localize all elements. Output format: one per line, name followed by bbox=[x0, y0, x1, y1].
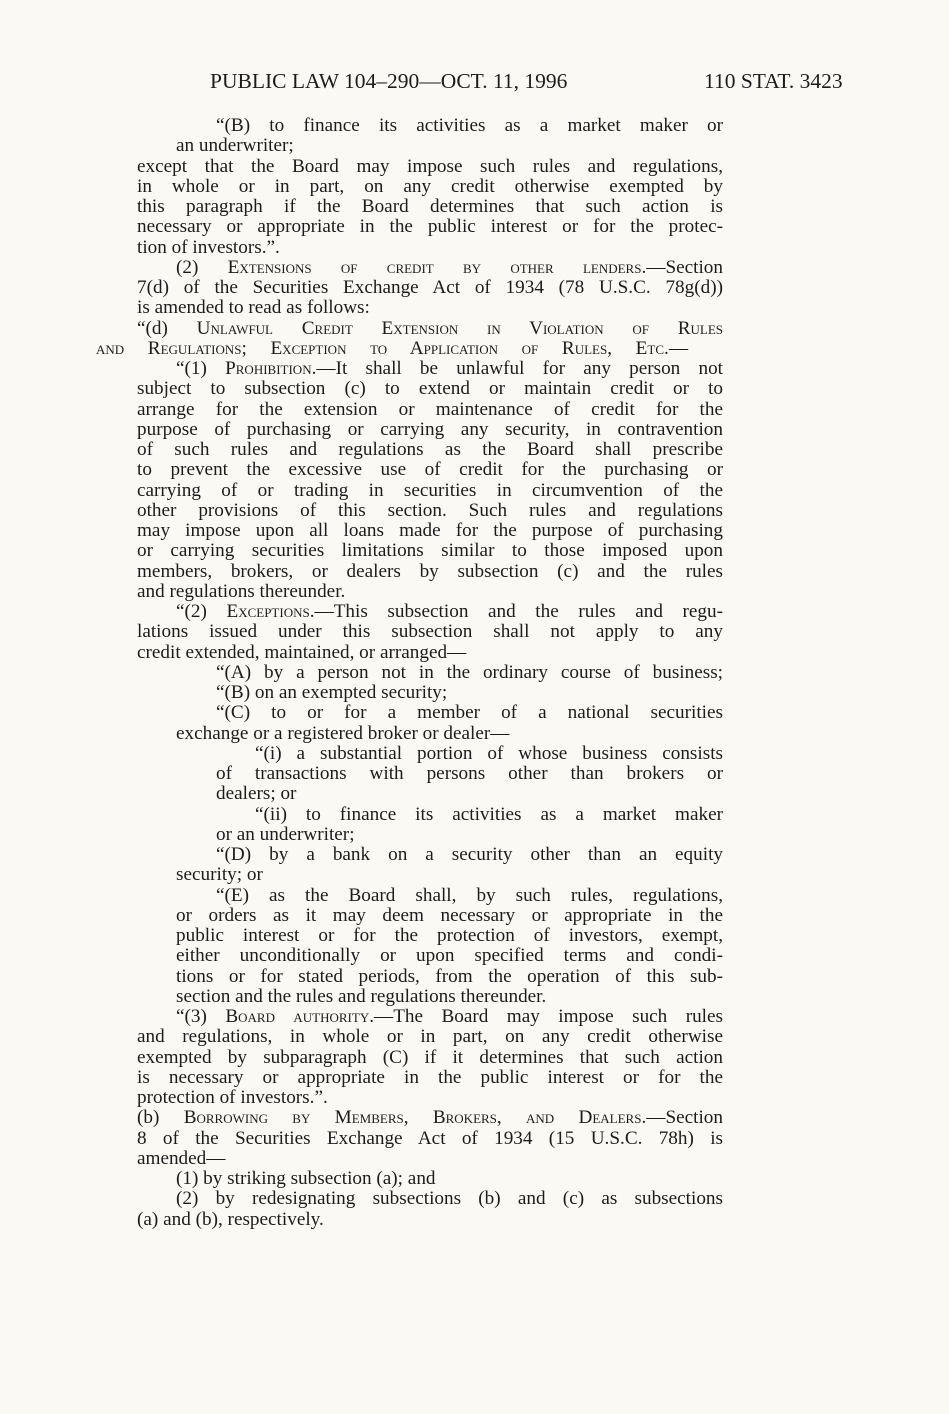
line-text: or carrying securities limitations similar to those imposed upon bbox=[137, 540, 723, 562]
text-line bbox=[137, 157, 723, 177]
text-line bbox=[176, 906, 723, 926]
text-line bbox=[216, 116, 723, 136]
text-line bbox=[176, 865, 949, 885]
line-text: arrange for the extension or maintenance of credit for the bbox=[137, 398, 723, 420]
text-line bbox=[137, 562, 723, 582]
text-line bbox=[216, 845, 723, 865]
line-text: (1) by striking subsection (a); and bbox=[176, 1168, 436, 1189]
line-text: tions or for stated periods, from the operation of this sub- bbox=[176, 965, 723, 987]
text-line bbox=[176, 946, 723, 966]
text-line bbox=[137, 460, 723, 480]
text-line bbox=[176, 926, 723, 946]
text-line bbox=[176, 724, 949, 744]
line-text: of transactions with persons other than brokers or bbox=[216, 763, 723, 784]
line-text: is necessary or appropriate in the public interest or for the bbox=[137, 1066, 723, 1088]
line-text: in whole or in part, on any credit otherwise exempted by bbox=[137, 175, 723, 197]
line-text: except that the Board may impose such rules and regulations, bbox=[137, 155, 723, 177]
text-line bbox=[137, 278, 723, 298]
line-text: dealers; or bbox=[216, 783, 297, 805]
line-text: of such rules and regulations as the Board shall prescribe bbox=[137, 439, 723, 460]
section-heading: Exceptions. bbox=[226, 601, 315, 622]
line-text: —The Board may impose such rules bbox=[374, 1006, 723, 1027]
text-line bbox=[137, 1149, 949, 1169]
line-text: —Section bbox=[646, 256, 723, 278]
line-text: —This subsection and the rules and regu- bbox=[314, 601, 723, 622]
line-text: “(D) by a bank on a security other than an equity bbox=[216, 844, 723, 865]
text-line bbox=[137, 197, 723, 217]
text-line bbox=[137, 420, 723, 440]
text-line bbox=[137, 1088, 949, 1108]
text-line bbox=[176, 1189, 723, 1209]
section-heading: Prohibition. bbox=[225, 358, 317, 379]
line-text: to prevent the excessive use of credit for the purchasing or bbox=[137, 459, 723, 481]
line-text: “(C) to or for a member of a national securities bbox=[216, 702, 723, 724]
page-number: 110 STAT. 3423 bbox=[704, 69, 843, 93]
text-line bbox=[255, 805, 723, 825]
text-line bbox=[137, 1210, 949, 1230]
line-text: — bbox=[668, 337, 688, 359]
text-line bbox=[137, 1108, 723, 1128]
section-heading: Board authority. bbox=[225, 1006, 375, 1027]
text-line bbox=[255, 744, 723, 764]
line-text: is amended to read as follows: bbox=[137, 297, 370, 319]
text-line bbox=[137, 379, 723, 399]
text-line bbox=[176, 1169, 949, 1189]
line-text: —It shall be unlawful for any person not bbox=[316, 358, 723, 379]
text-line bbox=[137, 238, 949, 258]
text-line bbox=[176, 602, 723, 622]
line-text: either unconditionally or upon specified terms and condi- bbox=[176, 945, 723, 967]
line-text: exempted by subparagraph (C) if it determines that such action bbox=[137, 1046, 723, 1068]
line-text: subject to subsection (c) to extend or maintain credit or to bbox=[137, 378, 723, 400]
line-text: —Section bbox=[646, 1107, 723, 1129]
text-line bbox=[176, 258, 723, 278]
section-heading: Borrowing by Members, Brokers, and Dealers. bbox=[183, 1107, 647, 1129]
text-line bbox=[216, 825, 949, 845]
line-text: “(A) by a person not in the ordinary course of business; bbox=[216, 661, 723, 683]
line-text: 7(d) of the Securities Exchange Act of 1934 (78 U.S.C. 78g(d)) bbox=[137, 277, 723, 298]
line-text: public interest or for the protection of investors, exempt, bbox=[176, 925, 723, 946]
line-text: credit extended, maintained, or arranged— bbox=[137, 641, 467, 663]
line-text: protection of investors.”. bbox=[137, 1087, 328, 1108]
text-line bbox=[216, 784, 949, 804]
line-text: an underwriter; bbox=[176, 135, 294, 157]
text-line bbox=[137, 319, 723, 339]
text-line bbox=[216, 683, 949, 703]
line-text: necessary or appropriate in the public interest or for the protec- bbox=[137, 216, 723, 238]
line-text: 8 of the Securities Exchange Act of 1934 (15 U.S.C. 78h) is bbox=[137, 1127, 723, 1149]
line-text: and regulations, in whole or in part, on any credit otherwise bbox=[137, 1026, 723, 1048]
line-text: tion of investors.”. bbox=[137, 236, 280, 258]
text-line bbox=[137, 582, 949, 602]
text-line bbox=[176, 1007, 723, 1027]
line-text: other provisions of this section. Such rules and regulations bbox=[137, 499, 723, 521]
line-text: security; or bbox=[176, 864, 263, 886]
section-heading: Unlawful Credit Extension in Violation of Rules bbox=[196, 317, 723, 339]
text-line bbox=[137, 298, 949, 318]
text-line bbox=[137, 481, 723, 501]
text-line bbox=[137, 400, 723, 420]
text-line bbox=[137, 177, 723, 197]
text-line bbox=[137, 501, 723, 521]
line-text: (2) by redesignating subsections (b) and (c) as subsections bbox=[176, 1188, 723, 1210]
text-line bbox=[137, 1048, 723, 1068]
line-text: “(B) to finance its activities as a market maker or bbox=[216, 115, 723, 136]
line-text: exchange or a registered broker or dealer— bbox=[176, 722, 510, 744]
text-line bbox=[137, 643, 949, 663]
line-text: section and the rules and regulations thereunder. bbox=[176, 985, 547, 1007]
line-text: lations issued under this subsection shall not apply to any bbox=[137, 621, 723, 643]
line-text: “(B) on an exempted security; bbox=[216, 682, 448, 703]
text-line bbox=[216, 886, 723, 906]
line-text: amended— bbox=[137, 1147, 226, 1169]
text-line bbox=[137, 622, 723, 642]
line-text: and regulations thereunder. bbox=[137, 580, 346, 602]
line-text: or an underwriter; bbox=[216, 823, 355, 845]
line-prefix: “(d) bbox=[137, 317, 197, 339]
text-line bbox=[176, 136, 949, 156]
section-heading: and Regulations; Exception to Application of Rules, Etc. bbox=[96, 337, 669, 359]
text-line bbox=[176, 967, 723, 987]
line-text: or orders as it may deem necessary or appropriate in the bbox=[176, 904, 723, 926]
running-header-title: PUBLIC LAW 104–290—OCT. 11, 1996 bbox=[210, 69, 568, 93]
text-line bbox=[96, 339, 688, 359]
line-prefix: “(3) bbox=[176, 1006, 226, 1027]
text-line bbox=[137, 1068, 723, 1088]
line-text: carrying of or trading in securities in circumvention of the bbox=[137, 479, 723, 501]
line-prefix: (2) bbox=[176, 256, 228, 278]
text-line bbox=[216, 703, 723, 723]
text-line bbox=[176, 359, 723, 379]
line-text: may impose upon all loans made for the purpose of purchasing bbox=[137, 520, 723, 541]
line-text: “(ii) to finance its activities as a market maker bbox=[255, 803, 723, 825]
line-text: “(E) as the Board shall, by such rules, regulations, bbox=[216, 884, 723, 906]
line-text: purpose of purchasing or carrying any security, in contravention bbox=[137, 418, 723, 440]
text-line bbox=[137, 1129, 723, 1149]
text-line bbox=[176, 987, 949, 1007]
text-line bbox=[137, 1027, 723, 1047]
line-prefix: “(1) bbox=[176, 358, 226, 379]
line-prefix: (b) bbox=[137, 1107, 184, 1129]
text-line bbox=[137, 541, 723, 561]
section-heading: Extensions of credit by other lenders. bbox=[227, 256, 647, 278]
text-line bbox=[137, 217, 723, 237]
line-prefix: “(2) bbox=[176, 601, 227, 622]
text-line bbox=[137, 440, 723, 460]
line-text: (a) and (b), respectively. bbox=[137, 1208, 324, 1230]
text-line bbox=[216, 764, 723, 784]
statute-text bbox=[0, 116, 949, 1230]
line-text: this paragraph if the Board determines that such action is bbox=[137, 196, 723, 217]
text-line bbox=[137, 521, 723, 541]
text-line bbox=[216, 663, 723, 683]
line-text: members, brokers, or dealers by subsection (c) and the rules bbox=[137, 560, 723, 582]
line-text: “(i) a substantial portion of whose business consists bbox=[255, 742, 723, 764]
